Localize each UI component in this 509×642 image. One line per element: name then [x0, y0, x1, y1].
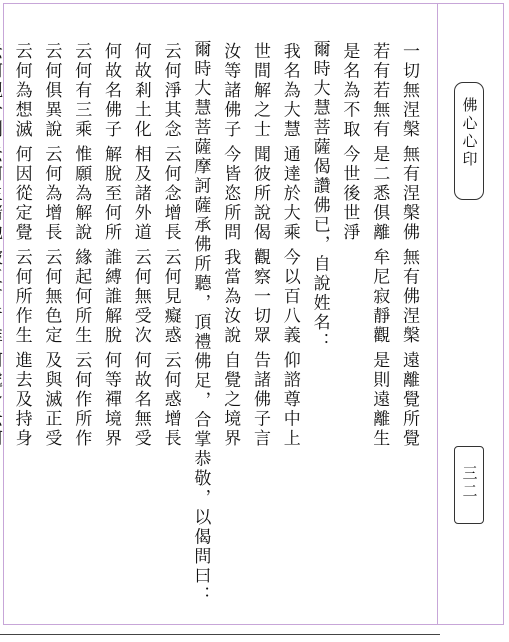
verse-column: [251, 42, 275, 602]
verse-phrase: 汝等諸佛子: [220, 42, 241, 140]
verse-column: [340, 42, 364, 602]
verse-phrase: 無有佛涅槃: [399, 248, 419, 346]
scripture-text: [11, 40, 434, 606]
verse-phrase: 牟尼寂靜觀: [369, 248, 390, 346]
verse-phrase: 緣起何所生: [71, 248, 92, 346]
verse-phrase: 云何無色定: [41, 248, 62, 346]
verse-phrase: 何故剎土化: [130, 42, 151, 140]
verse-phrase: 今世後世淨: [339, 145, 360, 243]
verse-phrase: 若有若無有: [369, 42, 390, 140]
prose-column: [190, 40, 215, 606]
verse-phrase: 云何惑增長: [160, 351, 181, 449]
verse-phrase: 無有涅槃佛: [399, 145, 419, 243]
verse-phrase: 聞彼所說偈: [250, 145, 270, 243]
verse-column: [221, 42, 245, 602]
verse-column: [102, 42, 126, 602]
verse-phrase: 云何無受次: [130, 248, 151, 346]
verse-phrase: 告諸佛子言: [250, 351, 270, 449]
verse-column: [0, 42, 7, 602]
verse-phrase: 云何俱異說: [41, 42, 62, 140]
verse-phrase: 是則遠離生: [369, 351, 390, 449]
verse-column: [400, 42, 424, 602]
verse-phrase: 今以百八義: [279, 248, 300, 346]
verse-phrase: 云何為增長: [41, 145, 62, 243]
verse-phrase: 觀察一切眾: [250, 248, 270, 346]
verse-phrase: 我當為汝說: [220, 248, 241, 346]
verse-phrase: 自覺之境界: [220, 351, 241, 449]
verse-phrase: 是名為不取: [339, 42, 360, 140]
verse-column: [162, 42, 186, 602]
verse-phrase: 云何念增長: [160, 145, 181, 243]
verse-column: [72, 42, 96, 602]
verse-phrase: 云何有三乘: [71, 42, 92, 140]
verse-column: [13, 42, 37, 602]
verse-phrase: 云何淨其念: [160, 42, 181, 140]
verse-column: [42, 42, 66, 602]
verse-phrase: 云何為想滅: [11, 42, 32, 140]
verse-phrase: 世間解之士: [250, 42, 270, 140]
verse-phrase: 一切無涅槃: [399, 42, 419, 140]
verse-phrase: 遠離覺所覺: [399, 351, 419, 449]
verse-phrase: 誰縛誰解脫: [101, 248, 121, 346]
verse-column: [132, 42, 156, 602]
verse-phrase: 云何作所作: [71, 351, 92, 449]
verse-phrase: 解脫至何所: [101, 145, 121, 243]
verse-phrase: 今皆恣所問: [220, 145, 241, 243]
verse-phrase: 及與滅正受: [41, 351, 62, 449]
verse-phrase: 仰諮尊中上: [279, 351, 300, 449]
page-number-tab: [454, 446, 484, 524]
verse-phrase: 云何見癡惑: [160, 248, 181, 346]
prose-line: 爾時大慧菩薩偈讚佛已，自說姓名：: [309, 40, 330, 352]
book-title: 佛心心印: [460, 97, 479, 169]
verse-phrase: 何等禪境界: [101, 351, 121, 449]
verse-phrase: 何故名無受: [130, 351, 151, 449]
verse-phrase: 是二悉俱離: [369, 145, 390, 243]
verse-phrase: 相及諸外道: [130, 145, 151, 243]
verse-column: [370, 42, 394, 602]
verse-phrase: 云何所作生: [11, 248, 32, 346]
verse-phrase: 何故名佛子: [101, 42, 121, 140]
page-number: 三二: [460, 465, 479, 501]
prose-column: [311, 42, 335, 602]
prose-line: 爾時大慧菩薩摩訶薩承佛所聽，頂禮佛足，合掌恭敬，以偈問曰：: [190, 40, 211, 606]
verse-phrase: 我名為大慧: [279, 42, 300, 140]
verse-phrase: 何因從定覺: [11, 145, 32, 243]
book-title-tab: [454, 82, 484, 200]
bottom-rule: [0, 634, 440, 635]
verse-phrase: 惟願為解說: [71, 145, 92, 243]
verse-phrase: 通達於大乘: [279, 145, 300, 243]
verse-column: [281, 42, 305, 602]
verse-phrase: 進去及持身: [11, 351, 32, 449]
